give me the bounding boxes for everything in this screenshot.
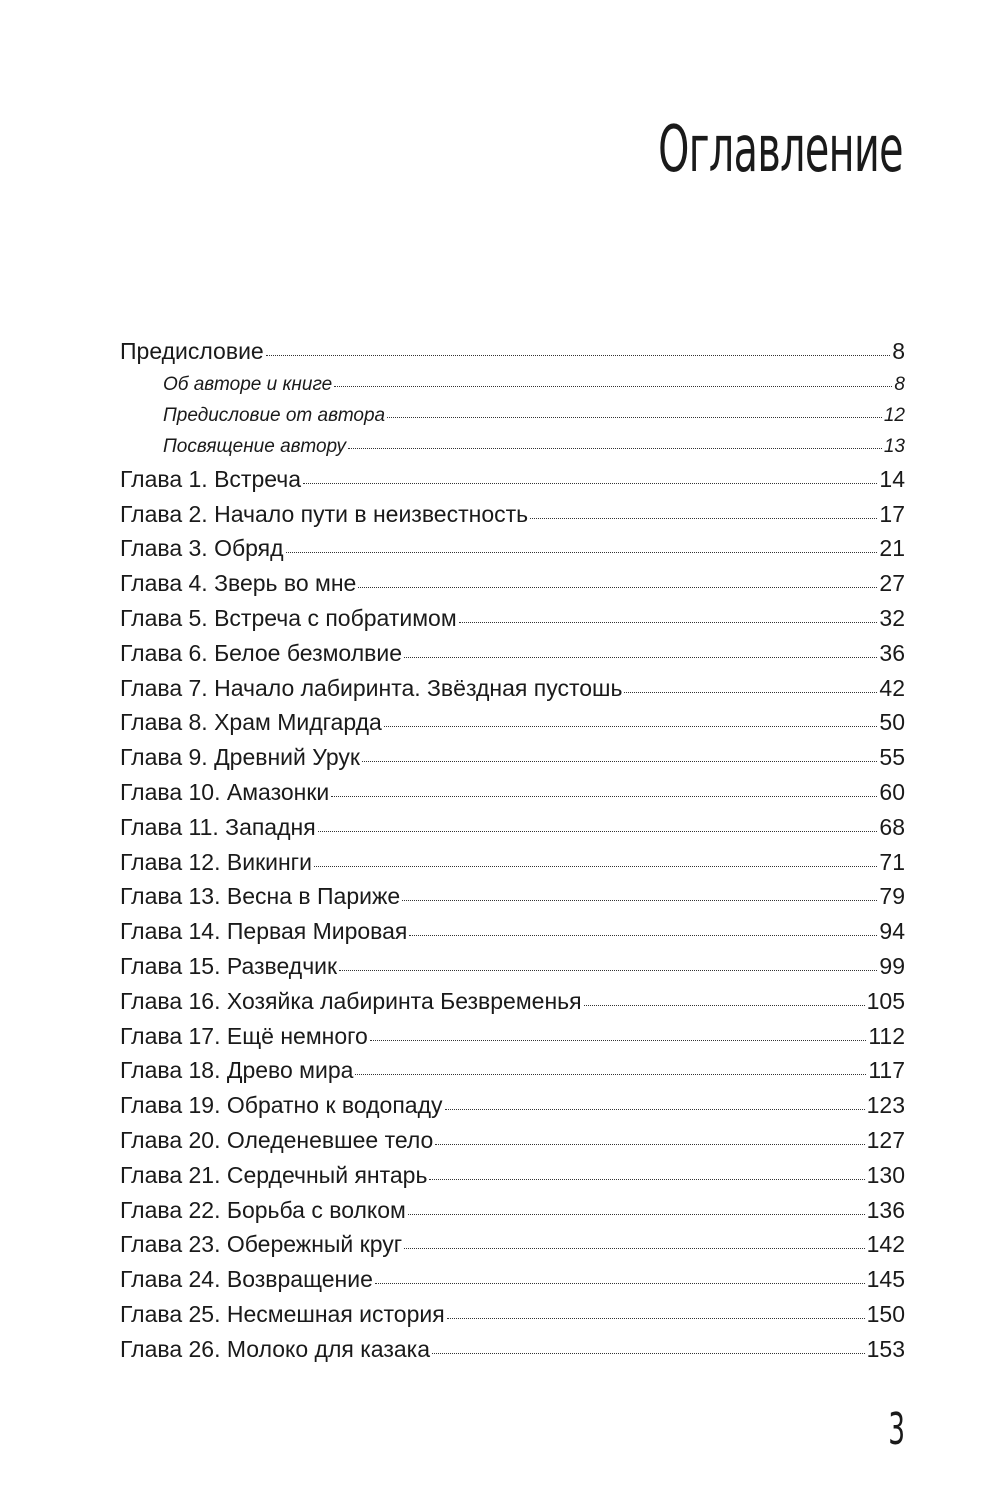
dot-leader — [331, 795, 877, 797]
toc-entry — [120, 1088, 905, 1123]
toc-entry-label: Глава 16. Хозяйка лабиринта Безвременья — [120, 987, 582, 1014]
dot-leader — [303, 482, 877, 484]
toc-entry — [120, 1297, 905, 1332]
toc-entry-page: 94 — [879, 918, 905, 945]
toc-entry — [120, 636, 905, 671]
toc-entry-label: Глава 24. Возвращение — [120, 1266, 373, 1293]
dot-leader — [447, 1317, 865, 1319]
dot-leader — [435, 1143, 864, 1145]
toc-entry — [120, 497, 905, 532]
toc-entry-page: 60 — [879, 778, 905, 805]
toc-entry — [120, 740, 905, 775]
toc-entry — [120, 1123, 905, 1158]
toc-entry — [120, 949, 905, 984]
toc-entry-label: Посвящение автору — [163, 435, 346, 457]
toc-entry — [120, 914, 905, 949]
table-of-contents — [120, 334, 905, 1367]
toc-entry-page: 130 — [866, 1161, 905, 1188]
toc-entry-label: Глава 5. Встреча с побратимом — [120, 604, 457, 631]
toc-entry-label: Глава 10. Амазонки — [120, 778, 330, 805]
toc-entry-page: 117 — [868, 1057, 905, 1084]
toc-entry-label: Глава 14. Первая Мировая — [120, 918, 408, 945]
toc-entry-page: 71 — [879, 848, 905, 875]
dot-leader — [404, 656, 877, 658]
toc-entry-page: 55 — [879, 744, 905, 771]
toc-entry-label: Глава 23. Обережный круг — [120, 1231, 403, 1258]
toc-entry-page: 142 — [866, 1231, 905, 1258]
toc-entry-page: 145 — [866, 1266, 905, 1293]
toc-entry — [120, 1053, 905, 1088]
toc-entry — [120, 566, 905, 601]
toc-entry-label: Глава 4. Зверь во мне — [120, 570, 357, 597]
dot-leader — [339, 969, 877, 971]
toc-entry — [120, 601, 905, 636]
toc-entry-page: 153 — [866, 1335, 905, 1362]
toc-entry-page: 36 — [879, 639, 905, 666]
toc-entry-label: Глава 7. Начало лабиринта. Звёздная пустошь — [120, 674, 623, 701]
toc-entry — [120, 1332, 905, 1367]
toc-subentry — [120, 431, 905, 462]
toc-entry-page: 13 — [883, 435, 905, 457]
toc-entry-label: Об авторе и книге — [163, 373, 333, 395]
toc-entry — [120, 810, 905, 845]
toc-entry — [120, 1227, 905, 1262]
toc-subentry — [120, 369, 905, 400]
toc-entry-page: 8 — [892, 338, 905, 364]
dot-leader — [402, 899, 877, 901]
toc-entry — [120, 531, 905, 566]
toc-entry-label: Глава 11. Западня — [120, 813, 316, 840]
dot-leader — [387, 416, 882, 418]
page-title: Оглавление — [658, 113, 903, 187]
dot-leader — [584, 1004, 865, 1006]
toc-entry-label: Глава 26. Молоко для казака — [120, 1335, 431, 1362]
toc-entry-label: Глава 13. Весна в Париже — [120, 883, 401, 910]
toc-entry-label: Глава 22. Борьба с волком — [120, 1196, 406, 1223]
toc-entry-label: Глава 17. Ещё немного — [120, 1022, 368, 1049]
dot-leader — [358, 586, 877, 588]
toc-entry-label: Глава 12. Викинги — [120, 848, 312, 875]
toc-entry — [120, 879, 905, 914]
dot-leader — [404, 1247, 864, 1249]
toc-entry-page: 42 — [879, 674, 905, 701]
toc-entry-label: Предисловие от автора — [163, 404, 386, 426]
toc-entry — [120, 775, 905, 810]
toc-entry-page: 127 — [866, 1126, 905, 1153]
toc-subentry — [120, 400, 905, 431]
dot-leader — [375, 1282, 865, 1284]
toc-entry-page: 99 — [879, 952, 905, 979]
toc-entry-page: 8 — [894, 373, 905, 395]
toc-entry-page: 68 — [879, 813, 905, 840]
toc-entry-label: Глава 1. Встреча — [120, 465, 302, 492]
toc-entry-label: Глава 3. Обряд — [120, 535, 284, 562]
toc-entry — [120, 705, 905, 740]
dot-leader — [384, 725, 878, 727]
toc-entry-label: Глава 2. Начало пути в неизвестность — [120, 500, 529, 527]
toc-entry — [120, 984, 905, 1019]
dot-leader — [409, 934, 877, 936]
toc-entry-label: Предисловие — [120, 338, 264, 364]
toc-entry-page: 50 — [879, 709, 905, 736]
toc-entry-label: Глава 25. Несмешная история — [120, 1300, 445, 1327]
dot-leader — [370, 1039, 867, 1041]
dot-leader — [318, 830, 878, 832]
toc-entry-label: Глава 15. Разведчик — [120, 952, 338, 979]
toc-entry-label: Глава 6. Белое безмолвие — [120, 639, 402, 666]
dot-leader — [459, 621, 878, 623]
toc-entry-page: 112 — [868, 1022, 905, 1049]
toc-entry — [120, 1158, 905, 1193]
toc-entry-page: 27 — [879, 570, 905, 597]
dot-leader — [314, 865, 877, 867]
toc-entry-label: Глава 8. Храм Мидгарда — [120, 709, 382, 736]
toc-entry — [120, 671, 905, 706]
toc-entry-label: Глава 19. Обратно к водопаду — [120, 1092, 443, 1119]
toc-entry — [120, 845, 905, 880]
toc-entry — [120, 1019, 905, 1054]
toc-entry — [120, 334, 905, 369]
dot-leader — [432, 1352, 865, 1354]
toc-entry — [120, 1262, 905, 1297]
dot-leader — [362, 760, 877, 762]
dot-leader — [445, 1108, 865, 1110]
toc-entry-page: 150 — [866, 1300, 905, 1327]
toc-entry-page: 12 — [883, 404, 905, 426]
dot-leader — [334, 385, 892, 387]
toc-entry-page: 14 — [879, 465, 905, 492]
toc-entry-page: 136 — [866, 1196, 905, 1223]
dot-leader — [530, 517, 877, 519]
toc-entry-page: 105 — [866, 987, 905, 1014]
dot-leader — [429, 1178, 864, 1180]
page-number: 3 — [888, 1404, 905, 1455]
toc-entry-page: 17 — [879, 500, 905, 527]
toc-entry — [120, 1193, 905, 1228]
dot-leader — [624, 691, 877, 693]
toc-entry-label: Глава 20. Оледеневшее тело — [120, 1126, 434, 1153]
toc-entry-page: 32 — [879, 604, 905, 631]
toc-entry-page: 123 — [866, 1092, 905, 1119]
toc-entry-label: Глава 9. Древний Урук — [120, 744, 360, 771]
toc-entry-label: Глава 21. Сердечный янтарь — [120, 1161, 428, 1188]
dot-leader — [355, 1073, 866, 1075]
dot-leader — [408, 1213, 865, 1215]
dot-leader — [266, 354, 890, 356]
dot-leader — [348, 447, 882, 449]
toc-entry-label: Глава 18. Древо мира — [120, 1057, 354, 1084]
toc-entry-page: 21 — [879, 535, 905, 562]
dot-leader — [286, 551, 878, 553]
toc-entry — [120, 462, 905, 497]
toc-entry-page: 79 — [879, 883, 905, 910]
